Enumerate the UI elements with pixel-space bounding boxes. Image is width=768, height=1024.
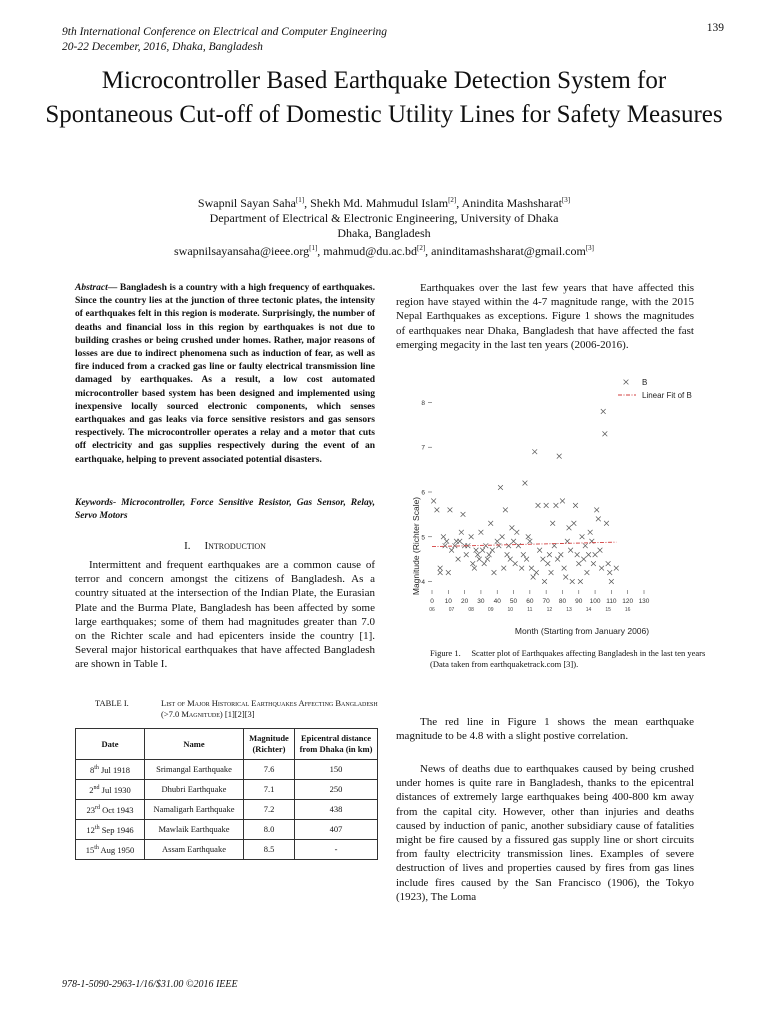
cell-date: 2nd Jul 1930 <box>76 780 145 800</box>
data-point <box>537 548 542 553</box>
data-point <box>557 454 562 459</box>
figure-label: Figure 1. <box>430 648 461 658</box>
data-point <box>576 561 581 566</box>
data-point <box>567 525 572 530</box>
data-point <box>456 557 461 562</box>
x-tick-label: 80 <box>558 598 567 605</box>
email-ref: [1] <box>309 244 318 252</box>
data-point <box>555 557 560 562</box>
x-tick-label: 30 <box>477 598 485 605</box>
data-point <box>598 548 603 553</box>
page-number: 139 <box>706 22 724 34</box>
data-point <box>614 566 619 571</box>
data-point <box>490 548 495 553</box>
data-point <box>521 552 526 557</box>
cell-name: Namaligarh Earthquake <box>145 800 244 820</box>
abstract: Abstract— Bangladesh is a country with a high frequency of earthquakes. Since the country lies at the junction of three tectonic plates, the intensity of earthquakes felt in this region is moderate. Surprisingly, the number of deaths and financial loss in this region by earthquakes is not due to building crashes or being crushed under homes. Rather, major reasons of losses are due to indirect phenomena such as induction of fear, as well as fire induced from a cracked gas line or faulty electrical transmission line damaged by earthquakes. As a result, a low cost automated microcontroller based system has been designed and implemented using inexpensive locally sourced electronic components, which senses earthquakes and gas leaks via force sensitive resistors and gas sensors respectively. The microcontroller operates a relay and a motor that cuts off electricity and gas supplies respectively during the event of an earthquake, helping to prevent associated potential disasters. <box>75 283 375 465</box>
data-point <box>488 521 493 526</box>
table-header-row <box>76 729 378 760</box>
cell-distance: 250 <box>295 780 378 800</box>
data-point <box>609 579 614 584</box>
data-point <box>472 566 477 571</box>
data-point <box>448 508 453 513</box>
figure-caption <box>430 648 720 670</box>
chart-fit-line <box>432 542 616 546</box>
data-point <box>505 552 510 557</box>
cell-name: Dhubri Earthquake <box>145 780 244 800</box>
section-heading <box>75 540 375 552</box>
data-point <box>485 557 490 562</box>
email-ref: [3] <box>585 244 595 252</box>
table-row <box>76 780 378 800</box>
legend-label-b: B <box>642 378 648 387</box>
author-emails: swapnilsayansaha@ieee.org[1], mahmud@du.ac.bd[2], aninditamashsharat@gmail.com[3] <box>173 244 595 258</box>
data-point <box>449 548 454 553</box>
cell-date: 15th Aug 1950 <box>76 840 145 860</box>
conference-dates: 20-22 December, 2016, Dhaka, Bangladesh <box>62 41 263 53</box>
data-point <box>531 575 536 580</box>
data-point <box>498 485 503 490</box>
data-point <box>480 548 485 553</box>
x-year-label: 16 <box>624 607 631 613</box>
section-title: Introduction <box>204 540 266 552</box>
author-ref: [1] <box>295 196 305 204</box>
data-point <box>562 566 567 571</box>
data-point <box>536 503 541 508</box>
data-point <box>438 566 443 571</box>
data-point <box>591 561 596 566</box>
data-point <box>438 570 443 575</box>
data-point <box>459 530 464 535</box>
x-tick-label: 110 <box>606 598 617 605</box>
col-header-date: Date <box>76 729 145 760</box>
author-name: Shekh Md. Mahmudul Islam <box>310 196 449 210</box>
running-header <box>62 25 387 55</box>
col-header-magnitude: Magnitude (Richter) <box>244 729 295 760</box>
keywords-label: Keywords- <box>75 498 117 508</box>
data-point <box>474 548 479 553</box>
figure-caption-text: Scatter plot of Earthquakes affecting Bangladesh in the last ten years (Data taken from earthquaketrack.com [3]). <box>430 648 706 669</box>
data-point <box>431 499 436 504</box>
data-point <box>596 516 601 521</box>
y-tick-label: 7 <box>421 444 425 452</box>
table-row <box>76 760 378 780</box>
data-point <box>526 534 531 539</box>
data-point <box>594 508 599 513</box>
x-tick-label: 70 <box>542 598 550 605</box>
cell-magnitude: 7.6 <box>244 760 295 780</box>
table-row <box>76 840 378 860</box>
x-year-label: 07 <box>448 607 455 613</box>
x-tick-label: 20 <box>460 598 469 605</box>
col-header-name: Name <box>145 729 244 760</box>
data-point <box>583 543 588 548</box>
x-tick-label: 10 <box>444 598 452 605</box>
cell-distance: - <box>295 840 378 860</box>
x-tick-label: 90 <box>575 598 583 605</box>
x-tick-label: 130 <box>638 598 650 605</box>
data-point <box>482 561 487 566</box>
chart-legend <box>618 378 692 400</box>
data-point <box>540 557 545 562</box>
data-point <box>503 508 508 513</box>
data-point <box>464 552 469 557</box>
author-ref: [3] <box>561 196 571 204</box>
data-point <box>527 539 532 544</box>
abstract-label: Abstract <box>75 283 108 293</box>
data-point <box>549 570 554 575</box>
author-name: Swapnil Sayan Saha <box>197 196 296 210</box>
data-point <box>444 539 449 544</box>
x-year-label: 12 <box>546 607 553 613</box>
author-name: Anindita Mashsharat <box>461 196 562 210</box>
email-link[interactable]: mahmud@du.ac.bd <box>323 244 417 258</box>
x-year-label: 11 <box>527 607 533 613</box>
email-ref: [2] <box>416 244 426 252</box>
data-point <box>545 561 550 566</box>
data-point <box>573 503 578 508</box>
chart-axes <box>421 400 649 613</box>
data-point <box>487 552 492 557</box>
data-point <box>508 557 513 562</box>
cell-magnitude: 7.2 <box>244 800 295 820</box>
data-point <box>560 499 565 504</box>
data-point <box>575 552 580 557</box>
chart-y-axis-label: Magnitude (Richter Scale) <box>411 496 421 596</box>
data-point <box>511 539 516 544</box>
data-point <box>524 557 529 562</box>
x-tick-label: 50 <box>509 598 518 605</box>
right-paragraph-3: News of deaths due to earthquakes caused by being crushed under homes is quite rare in Bangladesh, thanks to the epicentral distances of extremely large earthquakes being 400-800 km away from the capital city. However, other than injuries and deaths caused by induction of panic, another subsidiary cause of fatalities might be fire caused by a fissured gas supply line or short circuits from faulty electricity transmission lines. Examples of severe destruction of lives and properties caused by fires from gas lines include fires caused by the San Francisco (1906), the Tokyo (1923), The Loma <box>396 763 694 903</box>
data-point <box>586 552 591 557</box>
table-row <box>76 800 378 820</box>
x-year-label: 10 <box>507 607 514 613</box>
right-paragraph-1: Earthquakes over the last few years that have affected this region have stayed within the 4-7 magnitude range, with the 2015 Nepal Earthquakes as exceptions. Figure 1 shows the magnitudes of earthquakes near Dhaka, Bangladesh that have affected the fast emerging megacity in the last ten years (2006-2016). <box>396 282 694 351</box>
data-point <box>554 503 559 508</box>
data-point <box>461 512 466 517</box>
y-tick-label: 8 <box>421 399 425 407</box>
email-link[interactable]: swapnilsayansaha@ieee.org <box>173 244 310 258</box>
right-paragraph-2: The red line in Figure 1 shows the mean earthquake magnitude to be 4.8 with a slight postive correlation. <box>396 716 694 743</box>
data-point <box>506 543 511 548</box>
data-point <box>477 557 482 562</box>
data-point <box>602 431 607 436</box>
email-link[interactable]: aninditamashsharat@gmail.com <box>431 244 586 258</box>
cell-date: 8th Jul 1918 <box>76 760 145 780</box>
data-point <box>470 561 475 566</box>
data-point <box>571 521 576 526</box>
cell-distance: 438 <box>295 800 378 820</box>
intro-paragraph: Intermittent and frequent earthquakes are a common cause of terror and concern amongst the citizens of Bangladesh. As a country situated at the intersection of the Indian Plate, the Eurasian Plate and the Burma Plate, Bangladesh has been affected by some large earthquakes; some of them had magnitudes greater than 7.0 on the Richter scale and had epicenters inside the country [1]. Several major historical earthquakes that have affected Bangladesh are shown in Table I. <box>75 559 375 671</box>
table-row <box>76 820 378 840</box>
data-point <box>534 570 539 575</box>
data-point <box>434 508 439 513</box>
keywords-text: Microcontroller, Force Sensitive Resistor, Gas Sensor, Relay, Servo Motors <box>75 498 375 521</box>
chart-x-axis-label: Month (Starting from January 2006) <box>514 626 650 636</box>
data-point <box>563 575 568 580</box>
data-point <box>550 521 555 526</box>
data-point <box>558 552 563 557</box>
x-year-label: 08 <box>468 607 474 613</box>
data-point <box>601 409 606 414</box>
data-point <box>568 548 573 553</box>
x-tick-label: 40 <box>493 598 501 605</box>
x-tick-label: 60 <box>526 598 534 605</box>
section-number: I. <box>184 540 191 552</box>
cell-distance: 407 <box>295 820 378 840</box>
data-point <box>500 534 505 539</box>
data-point <box>457 539 462 544</box>
conference-name: 9th International Conference on Electrical and Computer Engineering <box>62 26 388 38</box>
data-point <box>523 481 528 486</box>
data-point <box>529 566 534 571</box>
x-year-label: 06 <box>429 607 435 613</box>
cell-magnitude: 8.0 <box>244 820 295 840</box>
y-tick-label: 5 <box>421 534 425 542</box>
x-tick-label: 120 <box>622 598 634 605</box>
data-point <box>570 579 575 584</box>
data-point <box>588 530 593 535</box>
data-point <box>496 543 501 548</box>
data-point <box>519 566 524 571</box>
data-point <box>475 552 480 557</box>
data-point <box>501 566 506 571</box>
x-year-label: 13 <box>566 607 572 613</box>
table-caption-text: List of Major Historical Earthquakes Affecting Bangladesh (>7.0 Magnitude) [1][2][3] <box>161 698 378 719</box>
data-point <box>513 561 518 566</box>
data-point <box>607 570 612 575</box>
legend-label-fit: Linear Fit of B <box>642 391 692 400</box>
cell-name: Srimangal Earthquake <box>145 760 244 780</box>
cell-date: 12th Sep 1946 <box>76 820 145 840</box>
col-header-distance: Epicentral distance from Dhaka (in km) <box>295 729 378 760</box>
earthquake-scatter-chart <box>406 374 708 642</box>
cell-distance: 150 <box>295 760 378 780</box>
cell-name: Mawlaik Earthquake <box>145 820 244 840</box>
legend-marker-b <box>624 380 629 385</box>
data-point <box>446 570 451 575</box>
city: Dhaka, Bangladesh <box>337 226 431 240</box>
department: Department of Electrical & Electronic Engineering, University of Dhaka <box>209 211 559 225</box>
data-point <box>469 534 474 539</box>
table-label: TABLE I. <box>95 698 129 708</box>
author-ref: [2] <box>448 196 457 204</box>
data-point <box>492 570 497 575</box>
x-year-label: 15 <box>605 607 611 613</box>
data-point <box>593 552 598 557</box>
x-year-label: 09 <box>487 607 494 613</box>
x-tick-label: 100 <box>589 598 601 605</box>
copyright-footer: 978-1-5090-2963-1/16/$31.00 ©2016 IEEE <box>62 979 238 990</box>
x-year-label: 14 <box>585 607 592 613</box>
keywords <box>75 497 375 523</box>
historical-earthquakes-table <box>75 728 378 860</box>
data-point <box>547 552 552 557</box>
data-point <box>606 561 611 566</box>
chart-points <box>431 409 618 584</box>
data-point <box>510 525 515 530</box>
cell-date: 23rd Oct 1943 <box>76 800 145 820</box>
data-point <box>443 543 448 548</box>
data-point <box>532 449 537 454</box>
y-tick-label: 6 <box>421 489 425 497</box>
data-point <box>514 530 519 535</box>
data-point <box>578 579 583 584</box>
cell-magnitude: 7.1 <box>244 780 295 800</box>
fit-line <box>432 542 616 546</box>
x-tick-label: 0 <box>430 598 434 605</box>
cell-name: Assam Earthquake <box>145 840 244 860</box>
data-point <box>544 503 549 508</box>
data-point <box>599 566 604 571</box>
y-tick-label: 4 <box>421 579 425 587</box>
author-names: Swapnil Sayan Saha[1], Shekh Md. Mahmudul Islam[2], Anindita Mashsharat[3] <box>197 196 571 210</box>
data-point <box>495 539 500 544</box>
data-point <box>542 579 547 584</box>
author-block <box>40 193 728 259</box>
data-point <box>585 570 590 575</box>
data-point <box>441 534 446 539</box>
data-point <box>580 534 585 539</box>
data-point <box>479 530 484 535</box>
data-point <box>581 557 586 562</box>
abstract-text: Bangladesh is a country with a high frequency of earthquakes. Since the country lies at the junction of three tectonic plates, the intensity of earthquakes felt in this region is moderate. Surprisingly, the number of deaths and financial loss in this region by earthquakes is not due to building crashes or being crushed under homes. Rather, major reasons of losses are due to indirect phenomena such as induction of fear, as well as fire induced from a cracked gas line or faulty electrical transmission line damaged by earthquakes. As a result, a low cost automated microcontroller based system has been designed and implemented using inexpensive locally sourced electronic components, which senses earthquakes and gas leaks via force sensitive resistors and gas sensors respectively. The microcontroller operates a relay and a motor that cuts off electricity and gas supplies respectively during the event of an earthquake, helping to prevent associated potential disasters. <box>75 283 375 465</box>
paper-title: Microcontroller Based Earthquake Detection System for Spontaneous Cut-off of Domestic Utility Lines for Safety Measures <box>45 67 723 128</box>
data-point <box>604 521 609 526</box>
cell-magnitude: 8.5 <box>244 840 295 860</box>
